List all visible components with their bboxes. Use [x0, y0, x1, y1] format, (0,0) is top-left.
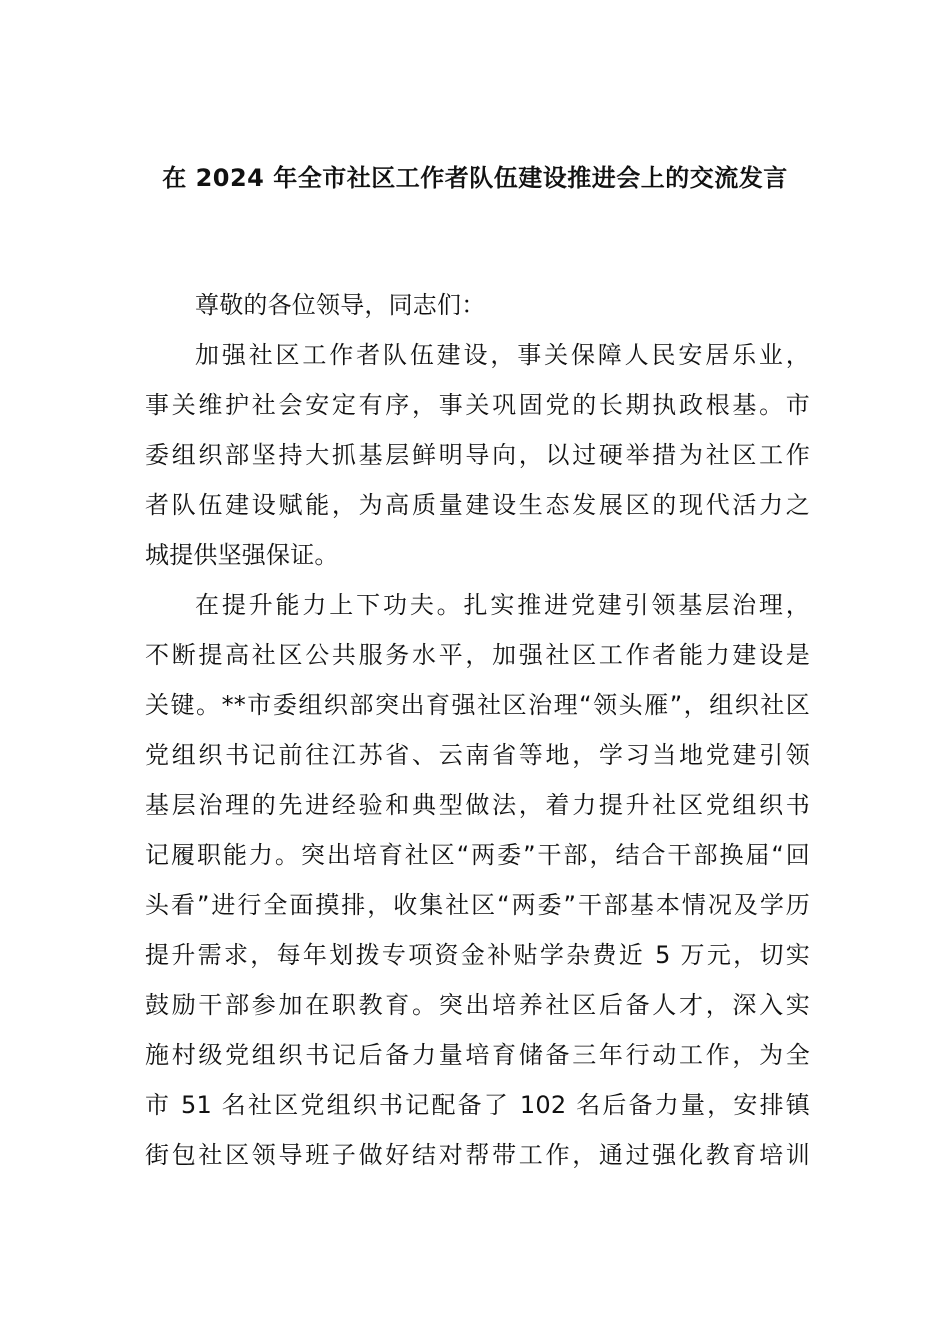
- body-line: 者队伍建设赋能，为高质量建设生态发展区的现代活力之: [145, 491, 810, 519]
- body-line: 加强社区工作者队伍建设，事关保障人民安居乐业，: [195, 341, 810, 369]
- body-line: 不断提高社区公共服务水平，加强社区工作者能力建设是: [145, 641, 810, 669]
- body-line: 市 51 名社区党组织书记配备了 102 名后备力量，安排镇: [145, 1091, 810, 1119]
- body-line: 关键。**市委组织部突出育强社区治理“领头雁”，组织社区: [145, 691, 810, 719]
- body-line: 提升需求，每年划拨专项资金补贴学杂费近 5 万元，切实: [145, 941, 810, 969]
- body-line: 党组织书记前往江苏省、云南省等地，学习当地党建引领: [145, 741, 810, 769]
- body-line: 委组织部坚持大抓基层鲜明导向，以过硬举措为社区工作: [145, 441, 810, 469]
- body-line: 在提升能力上下功夫。扎实推进党建引领基层治理，: [195, 591, 810, 619]
- document-body: [145, 280, 810, 1180]
- body-line: 头看”进行全面摸排，收集社区“两委”干部基本情况及学历: [145, 891, 810, 919]
- body-line: 鼓励干部参加在职教育。突出培养社区后备人才，深入实: [145, 991, 810, 1019]
- body-line: 事关维护社会安定有序，事关巩固党的长期执政根基。市: [145, 391, 810, 419]
- document-title: 在 2024 年全市社区工作者队伍建设推进会上的交流发言: [162, 164, 788, 192]
- body-line: 记履职能力。突出培育社区“两委”干部，结合干部换届“回: [145, 841, 810, 869]
- body-line: 施村级党组织书记后备力量培育储备三年行动工作，为全: [145, 1041, 810, 1069]
- body-line: 尊敬的各位领导，同志们：: [195, 291, 486, 319]
- body-line: 基层治理的先进经验和典型做法，着力提升社区党组织书: [145, 791, 810, 819]
- body-line: 城提供坚强保证。: [145, 541, 339, 569]
- body-line: 街包社区领导班子做好结对帮带工作，通过强化教育培训: [145, 1141, 810, 1169]
